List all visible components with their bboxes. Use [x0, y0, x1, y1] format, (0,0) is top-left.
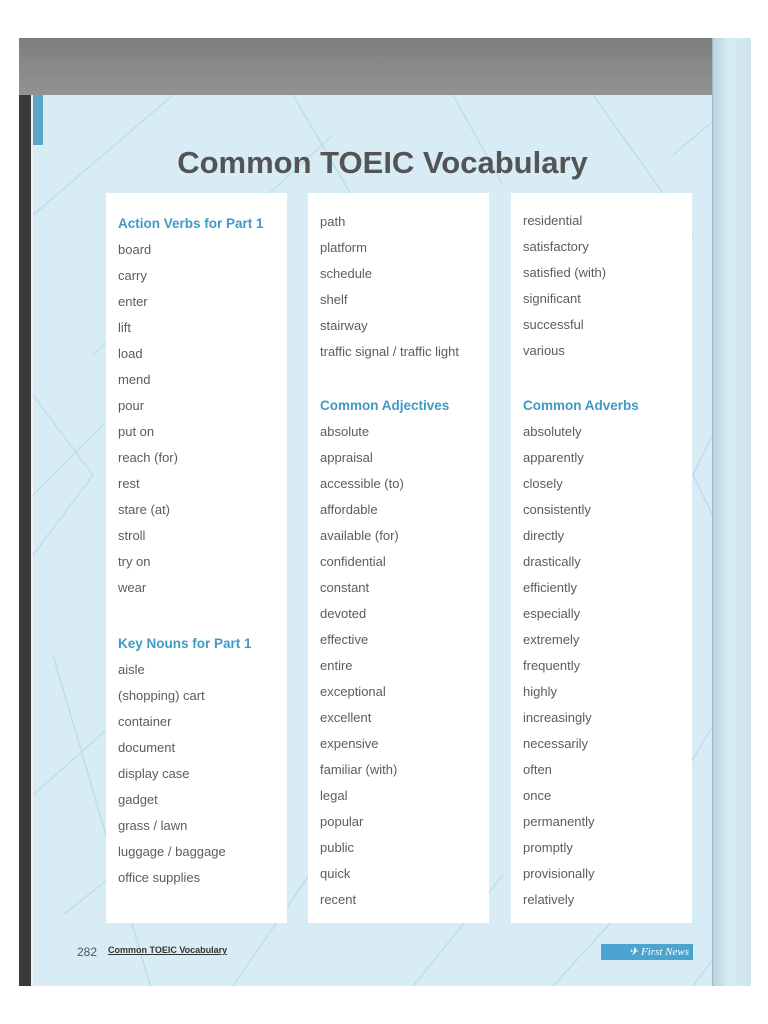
list-item: stroll: [118, 528, 146, 543]
list-item: board: [118, 242, 152, 257]
list-item: display case: [118, 766, 190, 781]
vocabulary-column-1: [106, 193, 287, 923]
list-item: confidential: [320, 554, 386, 569]
list-item: public: [320, 840, 354, 855]
list-item: efficiently: [523, 580, 577, 595]
list-item: exceptional: [320, 684, 386, 699]
list-item: promptly: [523, 840, 573, 855]
list-item: traffic signal / traffic light: [320, 344, 459, 359]
list-item: effective: [320, 632, 369, 647]
section-heading: Common Adverbs: [523, 398, 639, 413]
action-verbs-list: [118, 237, 275, 601]
list-item: entire: [320, 658, 353, 673]
list-item: satisfied (with): [523, 265, 607, 280]
list-item: frequently: [523, 658, 581, 673]
list-item: luggage / baggage: [118, 844, 226, 859]
list-item: consistently: [523, 502, 591, 517]
list-item: shelf: [320, 292, 348, 307]
list-item: appraisal: [320, 450, 373, 465]
page-title: Common TOEIC Vocabulary: [177, 145, 588, 180]
adjectives-list: [320, 419, 477, 913]
list-item: relatively: [523, 892, 575, 907]
list-item: legal: [320, 788, 348, 803]
next-page-edge: [712, 38, 751, 986]
list-item: once: [523, 788, 552, 803]
vocabulary-column-3: [511, 193, 692, 923]
list-item: often: [523, 762, 552, 777]
list-item: carry: [118, 268, 147, 283]
list-item: aisle: [118, 662, 145, 677]
adverbs-section: [511, 393, 692, 913]
list-item: mend: [118, 372, 151, 387]
book-page: [31, 95, 732, 986]
list-item: document: [118, 740, 176, 755]
list-item: pour: [118, 398, 145, 413]
running-title: Common TOEIC Vocabulary: [108, 945, 228, 955]
key-nouns-section: [106, 631, 287, 891]
list-item: residential: [523, 213, 583, 228]
list-item: devoted: [320, 606, 367, 621]
list-item: schedule: [320, 266, 373, 281]
section-heading: Action Verbs for Part 1: [118, 216, 264, 231]
list-item: recent: [320, 892, 357, 907]
list-item: (shopping) cart: [118, 688, 205, 703]
list-item: closely: [523, 476, 563, 491]
list-item: popular: [320, 814, 364, 829]
vocabulary-column-2: [308, 193, 489, 923]
list-item: necessarily: [523, 736, 589, 751]
list-item: quick: [320, 866, 351, 881]
list-item: path: [320, 214, 346, 229]
list-item: satisfactory: [523, 239, 589, 254]
list-item: absolute: [320, 424, 370, 439]
list-item: load: [118, 346, 143, 361]
list-item: affordable: [320, 502, 378, 517]
list-item: extremely: [523, 632, 580, 647]
adjectives-continued-list: [523, 208, 680, 364]
key-nouns-list: [118, 657, 275, 891]
list-item: available (for): [320, 528, 399, 543]
list-item: successful: [523, 317, 584, 332]
nouns-continued-section: [308, 209, 489, 365]
list-item: rest: [118, 476, 140, 491]
list-item: directly: [523, 528, 565, 543]
list-item: grass / lawn: [118, 818, 188, 833]
list-item: platform: [320, 240, 367, 255]
list-item: absolutely: [523, 424, 582, 439]
list-item: various: [523, 343, 565, 358]
airplane-icon: ✈: [629, 946, 639, 958]
list-item: familiar (with): [320, 762, 398, 777]
list-item: provisionally: [523, 866, 595, 881]
list-item: increasingly: [523, 710, 592, 725]
section-heading: Common Adjectives: [320, 398, 450, 413]
list-item: office supplies: [118, 870, 201, 885]
scan-top-shadow: [19, 38, 750, 100]
list-item: container: [118, 714, 172, 729]
list-item: highly: [523, 684, 557, 699]
list-item: permanently: [523, 814, 595, 829]
list-item: constant: [320, 580, 370, 595]
list-item: enter: [118, 294, 148, 309]
section-heading: Key Nouns for Part 1: [118, 636, 252, 651]
adverbs-list: [523, 419, 680, 913]
list-item: stairway: [320, 318, 368, 333]
list-item: stare (at): [118, 502, 171, 517]
publisher-name: First News: [641, 946, 689, 958]
list-item: put on: [118, 424, 155, 439]
list-item: significant: [523, 291, 581, 306]
list-item: accessible (to): [320, 476, 404, 491]
list-item: gadget: [118, 792, 158, 807]
list-item: expensive: [320, 736, 379, 751]
list-item: drastically: [523, 554, 581, 569]
adjectives-continued-section: [511, 208, 692, 364]
list-item: apparently: [523, 450, 584, 465]
nouns-continued-list: [320, 209, 477, 365]
list-item: especially: [523, 606, 581, 621]
action-verbs-section: [106, 211, 287, 601]
list-item: try on: [118, 554, 151, 569]
list-item: excellent: [320, 710, 372, 725]
list-item: reach (for): [118, 450, 178, 465]
page-number: 282: [77, 945, 98, 959]
adjectives-section: [308, 393, 489, 913]
list-item: wear: [118, 580, 147, 595]
publisher-badge: [601, 944, 693, 960]
list-item: lift: [118, 320, 131, 335]
